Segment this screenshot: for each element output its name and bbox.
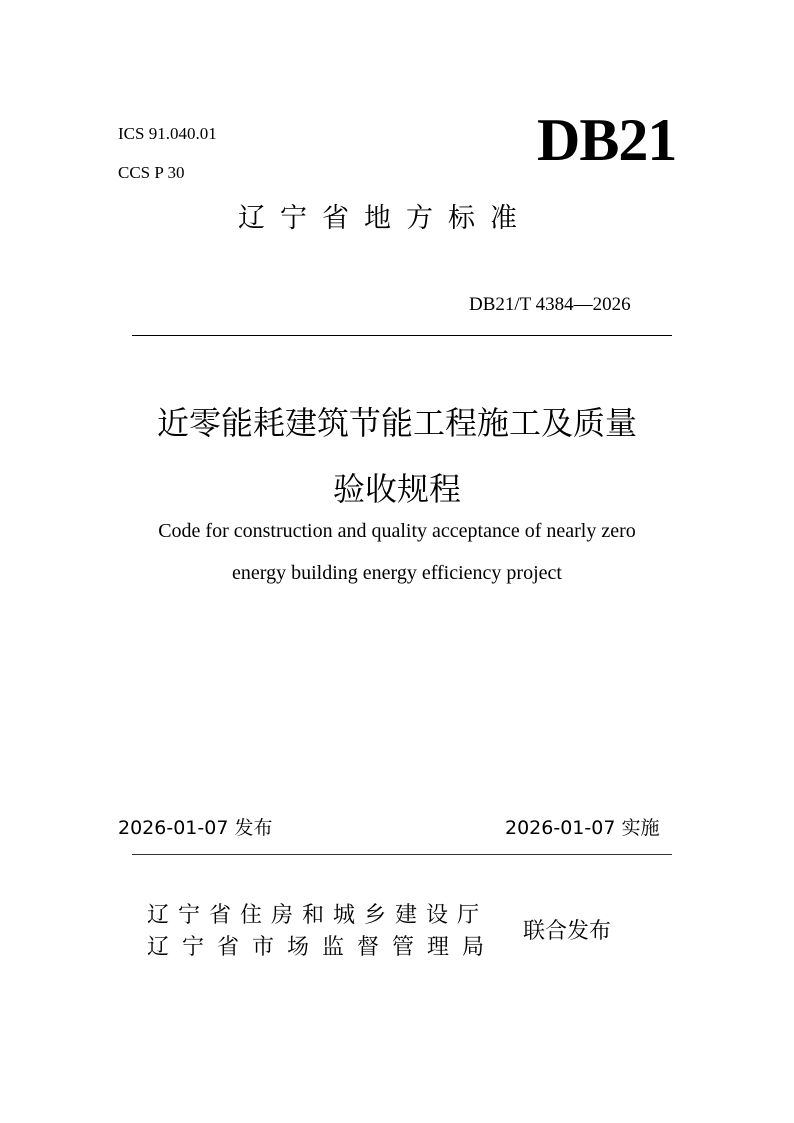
issuer-housing-department: 辽宁省住房和城乡建设厅 (147, 903, 489, 928)
db-code-logo: DB21 (537, 107, 677, 173)
title-english-line-1: Code for construction and quality acceptance of nearly zero (158, 520, 636, 542)
issue-date: 2026-01-07 发布 (118, 817, 273, 839)
title-chinese-line-2: 验收规程 (332, 470, 461, 508)
top-divider (132, 335, 672, 336)
title-english-line-2: energy building energy efficiency project (232, 562, 562, 584)
issuer-market-regulation-bureau: 辽宁省市场监督管理局 (147, 935, 498, 960)
standard-number: DB21/T 4384—2026 (469, 294, 631, 315)
ccs-code: CCS P 30 (118, 163, 185, 182)
joint-issue-label: 联合发布 (523, 919, 612, 944)
title-chinese-line-1: 近零能耗建筑节能工程施工及质量 (156, 404, 637, 442)
bottom-divider (132, 854, 672, 855)
implementation-date: 2026-01-07 实施 (505, 817, 660, 839)
ics-code: ICS 91.040.01 (118, 124, 217, 143)
standard-type-heading: 辽宁省地方标准 (238, 203, 532, 234)
